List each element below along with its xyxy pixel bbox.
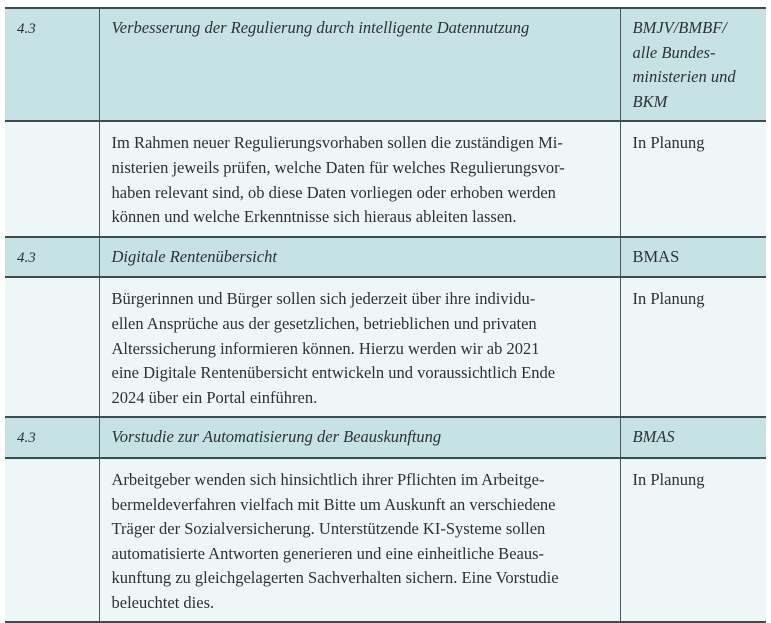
table-row-description (5, 121, 766, 236)
empty-cell (5, 458, 99, 623)
number-text: 4.3 (17, 430, 36, 447)
title-text: Digitale Rentenübersicht (111, 246, 277, 266)
measure-number (5, 237, 99, 278)
empty-cell (5, 121, 99, 236)
description-line: eine Digitale Rentenübersicht entwickeln und voraussichtlich Ende (111, 363, 556, 383)
table-row-description (5, 277, 766, 417)
measure-number (5, 417, 99, 458)
measure-responsible (620, 8, 766, 121)
measure-status (620, 121, 766, 236)
table-row-header (5, 8, 766, 121)
measure-responsible (620, 237, 766, 278)
measure-status (620, 458, 766, 623)
title-text: Vorstudie zur Automatisierung der Beauskunftung (111, 427, 442, 447)
description-line: Alterssicherung informieren können. Hierzu werden wir ab 2021 (111, 338, 540, 358)
description-line: können und welche Erkenntnisse sich hieraus ableiten lassen. (111, 207, 517, 227)
number-text: 4.3 (17, 249, 36, 266)
description-line: ellen Ansprüche aus der gesetzlichen, betrieblichen und privaten (111, 313, 537, 333)
description-line: automatisierte Antworten generieren und eine einheitliche Beaus- (111, 543, 545, 563)
title-text: Verbesserung der Regulierung durch intelligente Datennutzung (111, 18, 530, 37)
number-text: 4.3 (17, 21, 36, 37)
description-line: beleuchtet dies. (111, 592, 215, 612)
responsible-line: BKM (632, 91, 668, 111)
empty-cell (5, 277, 99, 417)
status-text: In Planung (632, 289, 705, 309)
measure-status (620, 277, 766, 417)
description-line: bermeldeverfahren vielfach mit Bitte um Auskunft an verschiedene (111, 494, 556, 514)
status-text: In Planung (632, 133, 705, 153)
measure-title (99, 237, 620, 278)
description-line: Arbeitgeber wenden sich hinsichtlich ihrer Pflichten im Arbeitge- (111, 469, 545, 489)
measure-responsible (620, 417, 766, 458)
description-line: Träger der Sozialversicherung. Unterstützende KI-Systeme sollen (111, 519, 546, 539)
responsible-line: alle Bundes- (632, 42, 716, 62)
responsible-line: BMAS (632, 246, 680, 266)
responsible-line: BMAS (632, 427, 675, 447)
status-text: In Planung (632, 469, 705, 489)
description-line: haben relevant sind, ob diese Daten vorliegen oder erhoben werden (111, 182, 556, 202)
responsible-line: BMJV/BMBF/ (632, 18, 727, 37)
description-line: kunftung zu gleichgelagerten Sachverhalten sichern. Eine Vorstudie (111, 568, 559, 588)
responsible-line: ministerien und (632, 67, 736, 87)
measure-number (5, 8, 99, 121)
measures-table (5, 7, 766, 623)
table-row-header (5, 417, 766, 458)
measure-description (99, 458, 620, 623)
description-line: nisterien jeweils prüfen, welche Daten für welches Regulierungsvor- (111, 157, 565, 177)
description-line: Im Rahmen neuer Regulierungsvorhaben sollen die zuständigen Mi- (111, 133, 563, 153)
measure-description (99, 121, 620, 236)
table-row-description (5, 458, 766, 623)
measure-title (99, 417, 620, 458)
description-line: Bürgerinnen und Bürger sollen sich jederzeit über ihre individu- (111, 289, 536, 309)
measure-title (99, 8, 620, 121)
description-line: 2024 über ein Portal einführen. (111, 387, 318, 407)
measure-description (99, 277, 620, 417)
table-row-header (5, 237, 766, 278)
